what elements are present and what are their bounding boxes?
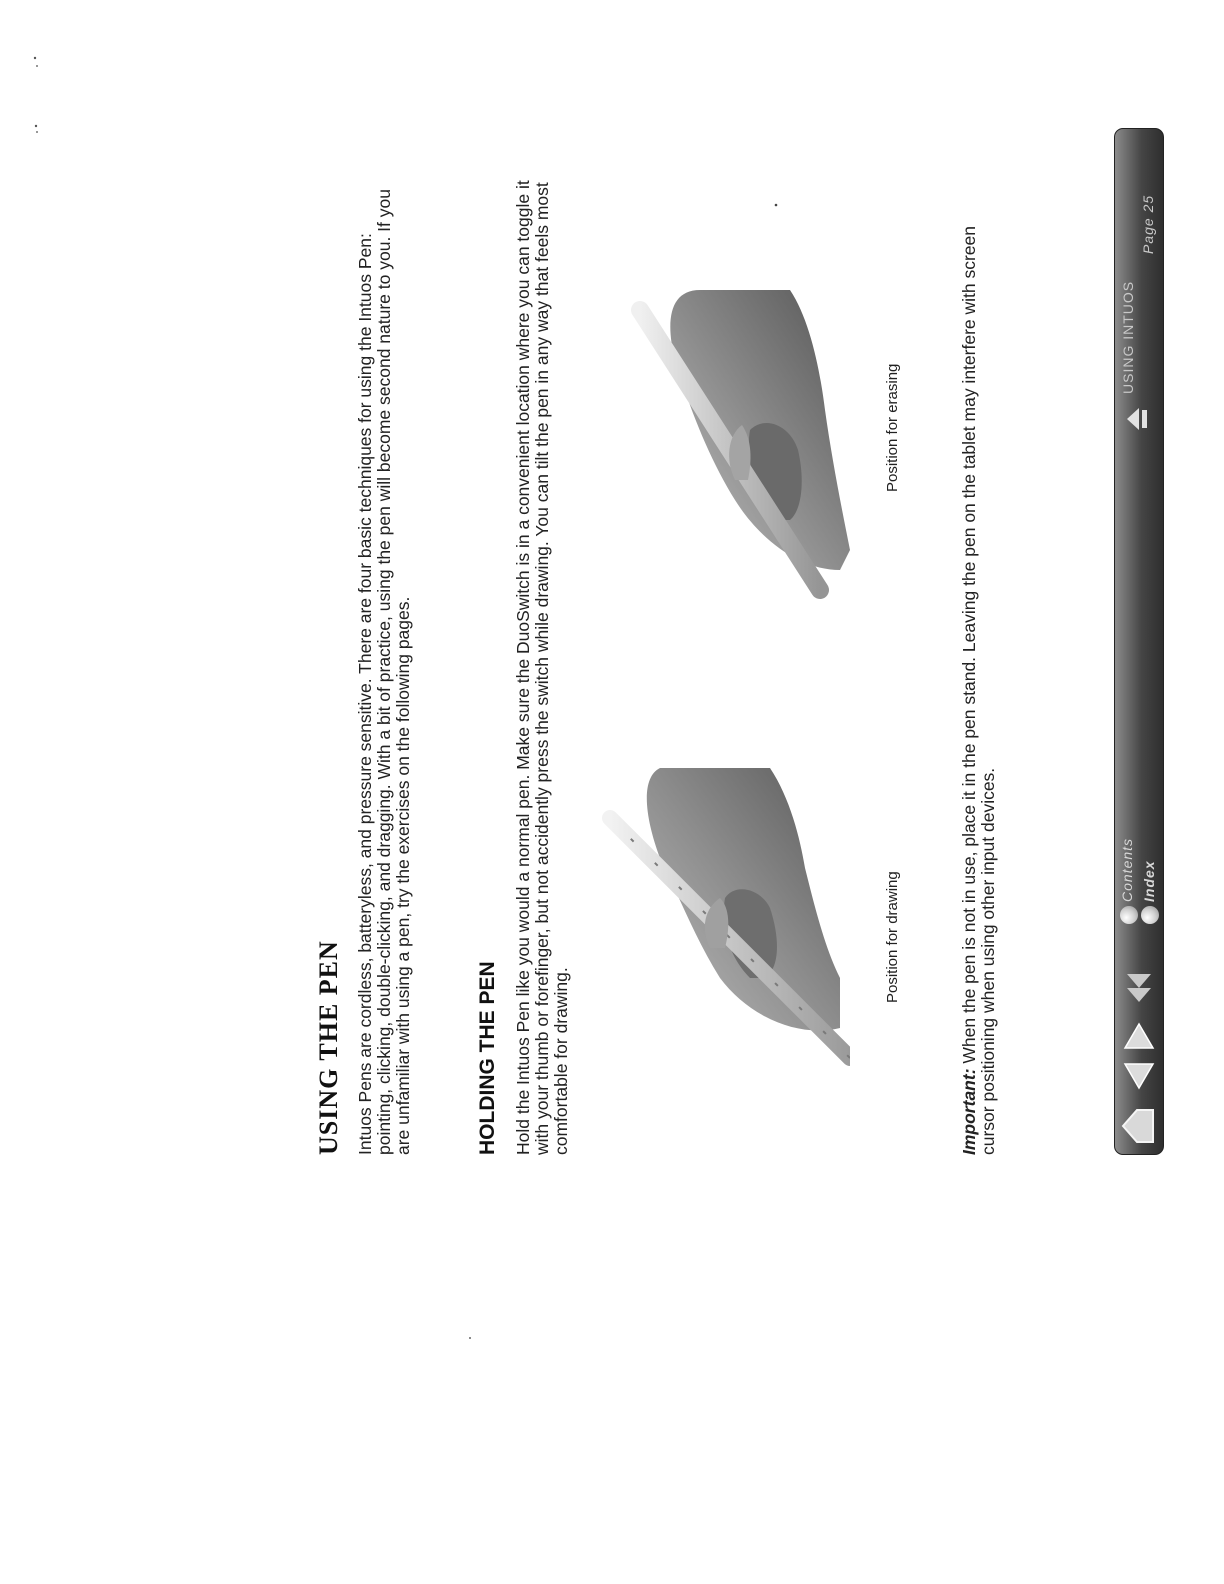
previous-page-icon[interactable] <box>1121 1058 1157 1094</box>
important-text: When the pen is not in use, place it in the pen stand. Leaving the pen on the tablet may interfere with screen cursor positioning when using other input devices. <box>959 225 998 1155</box>
important-note <box>960 175 998 1155</box>
contents-dot-icon[interactable] <box>1120 906 1138 924</box>
section-heading: HOLDING THE PEN <box>476 961 499 1155</box>
home-icon[interactable] <box>1119 1106 1159 1146</box>
hand-drawing-image <box>600 768 850 1098</box>
navigation-bar <box>1114 128 1164 1155</box>
intro-paragraph: Intuos Pens are cordless, batteryless, and pressure sensitive. There are four basic techniques for using the Intuos Pen: pointing, clicking, double-clicking, and dragging. With a bit of practice, using the pen will become second nature to you. If you are unfamiliar with using a pen, try the exercises on the following pages. <box>355 189 413 1155</box>
rotated-page <box>172 180 1157 1360</box>
caption-drawing: Position for drawing <box>884 871 901 1003</box>
page-number: Page 25 <box>1140 194 1156 254</box>
up-arrow-icon[interactable] <box>1125 406 1153 432</box>
back-icon[interactable] <box>1125 970 1153 1004</box>
index-link[interactable]: Index <box>1141 860 1157 902</box>
section-label: USING INTUOS <box>1120 280 1136 394</box>
caption-erasing: Position for erasing <box>884 363 901 492</box>
holding-paragraph: Hold the Intuos Pen like you would a normal pen. Make sure the DuoSwitch is in a convenient location where you can toggle it with your thumb or forefinger, but not accidently press the switch while drawing. You can tilt the pen in any way that feels most comfortable for drawing. <box>513 180 571 1155</box>
next-page-icon[interactable] <box>1121 1018 1157 1054</box>
hand-erasing-image <box>620 290 850 610</box>
page-title: USING THE PEN <box>314 940 343 1155</box>
important-label: Important: <box>959 1068 979 1155</box>
index-dot-icon[interactable] <box>1141 906 1159 924</box>
contents-link[interactable]: Contents <box>1119 837 1135 902</box>
